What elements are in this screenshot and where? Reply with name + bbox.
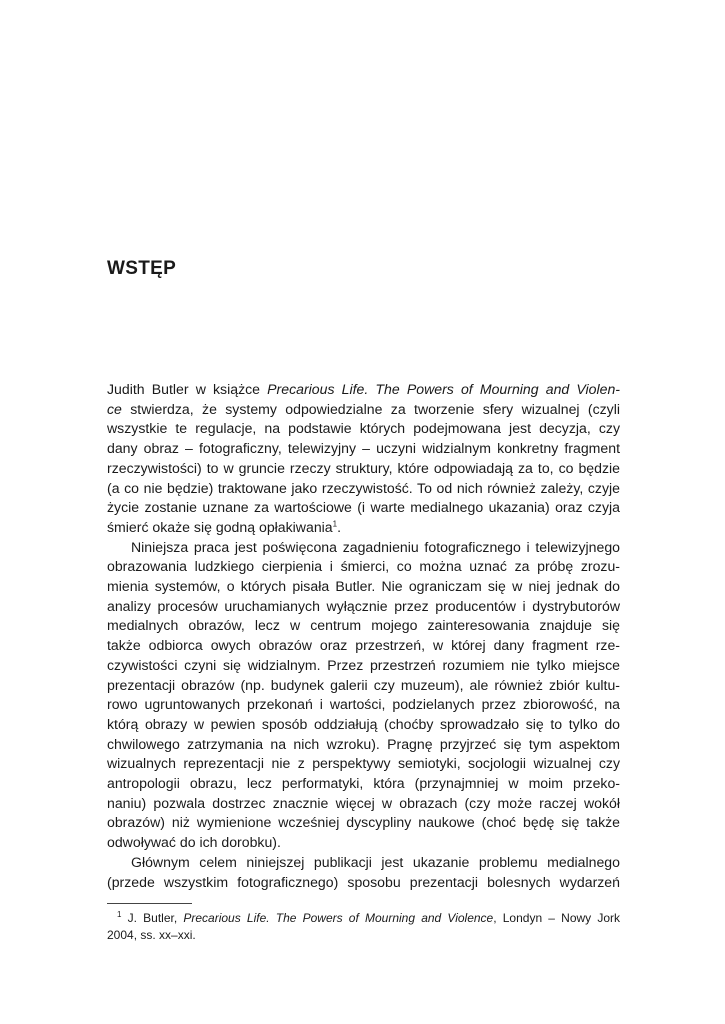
footnote-line: 2004, ss. xx–xxi.: [107, 928, 196, 942]
text-line: Niniejsza praca jest poświęcona zagadnieniu fotograficznego i telewizyjnego: [131, 538, 620, 555]
text-line: śmierć okaże się godną opłakiwania$^1$.: [107, 518, 341, 535]
text-line: chwilowego zatrzymania na nich wzroku). Pragnę przyjrzeć się tym aspektom: [107, 735, 620, 752]
footnote-reference: 1: [332, 519, 338, 529]
text-line: odwoływać do ich dorobku).: [107, 834, 281, 851]
footnote-divider: [107, 903, 192, 904]
paragraph: [107, 853, 620, 892]
text-line: wizualnych reprezentacji nie z perspektywy semiotyki, socjologii wizualnej czy: [107, 755, 620, 772]
text-line: ce stwierdza, że systemy odpowiedzialne za tworzenie sfery wizualnej (czyli: [107, 400, 620, 417]
footnote-marker: 1: [117, 910, 122, 919]
text-line: (a co nie będzie) traktowane jako rzeczywistość. To od nich również zależy, czyje: [107, 479, 620, 496]
text-line: obrazowania ludzkiego cierpienia i śmierci, co można uznać za próbę zrozu-: [107, 558, 620, 575]
text-line: rzeczywistości) to w gruncie rzeczy struktury, które odpowiadają za to, co będzie: [107, 459, 620, 476]
text-line: mienia systemów, o których pisała Butler. Nie ograniczam się w niej jednak do: [107, 578, 620, 595]
text-line: wszystkie te regulacje, na podstawie których podejmowana jest decyzja, czy: [107, 420, 620, 437]
text-line: Głównym celem niniejszej publikacji jest ukazanie problemu medialnego: [131, 853, 620, 870]
footnote: [107, 910, 620, 944]
italic-title: ce: [107, 400, 122, 417]
footnote-line: $^1$ J. Butler, Precarious Life. The Powers of Mourning and Violence, Londyn – Nowy Jork: [117, 910, 621, 925]
italic-title: Precarious Life. The Powers of Mourning and Violence: [183, 911, 494, 925]
text-line: naniu) pozwala dostrzec znacznie więcej w obrazach (czy może raczej wokół: [107, 794, 620, 811]
text-line: antropologii obrazu, lecz performatyki, która (przynajmniej w moim przeko-: [107, 775, 620, 792]
text-line: obrazów) niż wymienione wcześniej dyscypliny naukowe (choć będę się także: [107, 814, 620, 831]
chapter-title: WSTĘP: [107, 258, 177, 279]
text-line: życie zostanie uznane za wartościowe (i warte medialnego ukazania) oraz czyja: [107, 499, 620, 516]
text-line: dany obraz – fotograficzny, telewizyjny – uczyni widzialnym konkretny fragment: [107, 440, 620, 457]
text-line: prezentacji obrazów (np. budynek galerii czy muzeum), ale również zbiór kultu-: [107, 676, 620, 693]
body-text: [107, 380, 620, 892]
text-line: (przede wszystkim fotograficznego) sposobu prezentacji bolesnych wydarzeń: [107, 873, 620, 890]
text-line: medialnych obrazów, lecz w centrum mojego zainteresowania znajduje się: [107, 617, 620, 634]
text-line: analizy procesów uruchamianych wyłącznie przez producentów i dystrybutorów: [107, 597, 620, 614]
paragraph: [107, 380, 620, 538]
text-line: rowo ugruntowanych przekonań i wartości, podzielanych przez zbiorowość, na: [107, 696, 620, 713]
text-line: Judith Butler w książce Precarious Life. The Powers of Mourning and Violen-: [107, 381, 620, 397]
text-line: także odbiorca owych obrazów oraz przestrzeń, w której dany fragment rze-: [107, 637, 620, 654]
text-line: którą obrazy w pewien sposób oddziałują (choćby sprowadzało się to tylko do: [107, 715, 620, 732]
text-line: czywistości czyni się widzialnym. Przez przestrzeń rozumiem nie tylko miejsce: [107, 656, 620, 673]
italic-title: Precarious Life. The Powers of Mourning and Violen-: [267, 381, 620, 397]
paragraph: [107, 538, 620, 853]
